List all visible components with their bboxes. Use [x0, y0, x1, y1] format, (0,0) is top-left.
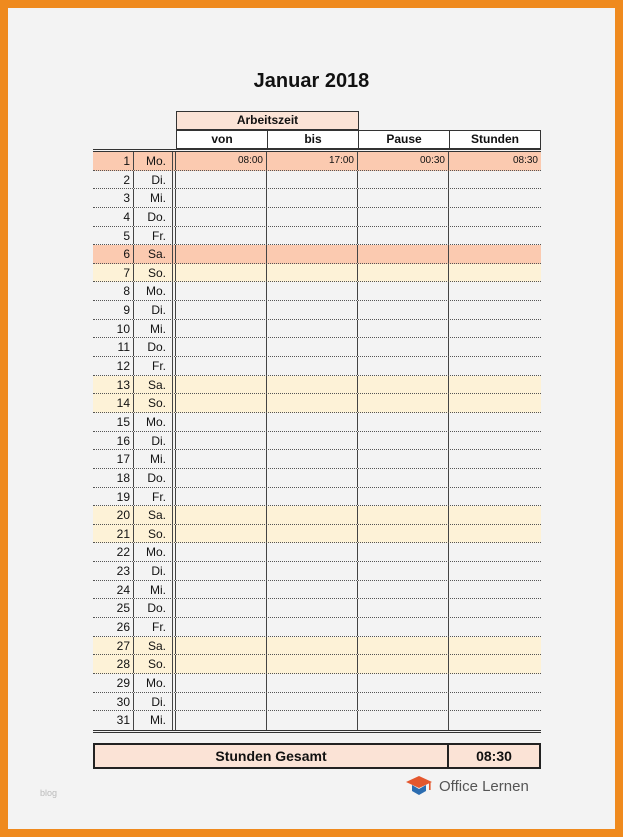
pause-cell[interactable] [357, 450, 448, 468]
pause-cell[interactable] [357, 227, 448, 245]
table-row [93, 152, 541, 171]
day-number: 5 [123, 228, 130, 243]
day-number: 1 [123, 154, 130, 168]
hours-cell[interactable] [448, 301, 541, 319]
hours-cell[interactable] [448, 245, 541, 263]
table-row [93, 599, 541, 618]
end-time-cell[interactable] [266, 320, 357, 338]
end-time-cell[interactable] [266, 394, 357, 412]
start-time-cell[interactable] [175, 655, 266, 673]
table-row [93, 432, 541, 451]
column-divider [172, 581, 173, 599]
pause-cell[interactable] [357, 320, 448, 338]
day-number: 3 [123, 191, 130, 206]
hours-cell[interactable] [448, 581, 541, 599]
day-number: 25 [116, 601, 130, 616]
hours-cell[interactable] [448, 674, 541, 692]
start-time-cell[interactable] [175, 581, 266, 599]
table-row [93, 618, 541, 637]
pause-cell[interactable] [357, 674, 448, 692]
column-divider [172, 543, 173, 561]
end-time-cell[interactable] [266, 301, 357, 319]
start-time-cell[interactable] [175, 693, 266, 711]
graduation-cap-icon [405, 775, 433, 797]
pause-cell[interactable] [357, 301, 448, 319]
day-number: 15 [116, 414, 130, 429]
end-time-cell[interactable] [266, 674, 357, 692]
hours-cell[interactable] [448, 264, 541, 282]
column-divider [172, 469, 173, 487]
day-number: 31 [116, 713, 130, 728]
table-row [93, 506, 541, 525]
weekday: Di. [133, 301, 169, 319]
end-time-cell[interactable] [266, 543, 357, 561]
start-time-cell[interactable]: 08:00 [175, 152, 266, 170]
column-divider [172, 357, 173, 375]
hours-cell[interactable] [448, 488, 541, 506]
end-time-cell[interactable] [266, 711, 357, 730]
start-time-cell[interactable] [175, 525, 266, 543]
header-stunden: Stunden [449, 130, 541, 149]
start-time-cell[interactable] [175, 301, 266, 319]
hours-cell[interactable] [448, 618, 541, 636]
table-row [93, 674, 541, 693]
weekday: Do. [133, 599, 169, 617]
start-time-cell[interactable] [175, 674, 266, 692]
column-divider [172, 655, 173, 673]
column-divider [172, 432, 173, 450]
pause-cell[interactable] [357, 208, 448, 226]
start-time-cell[interactable] [175, 320, 266, 338]
end-time-cell[interactable] [266, 618, 357, 636]
table-row [93, 637, 541, 656]
pause-cell[interactable] [357, 338, 448, 356]
hours-cell[interactable] [448, 376, 541, 394]
column-divider [172, 413, 173, 431]
weekday: So. [133, 655, 169, 673]
weekday: Mi. [133, 581, 169, 599]
hours-cell[interactable] [448, 562, 541, 580]
column-divider [172, 208, 173, 226]
column-divider [172, 338, 173, 356]
office-lernen-logo [405, 774, 529, 798]
day-number: 12 [116, 359, 130, 374]
column-divider [172, 599, 173, 617]
hours-cell[interactable] [448, 189, 541, 207]
table-row [93, 245, 541, 264]
day-number: 27 [116, 638, 130, 653]
end-time-cell[interactable] [266, 506, 357, 524]
hours-cell[interactable] [448, 171, 541, 189]
table-row [93, 189, 541, 208]
logo-text: Office Lernen [439, 777, 529, 795]
weekday: Di. [133, 562, 169, 580]
table-row [93, 562, 541, 581]
table-row [93, 525, 541, 544]
start-time-cell[interactable] [175, 637, 266, 655]
start-time-cell[interactable] [175, 394, 266, 412]
table-row [93, 208, 541, 227]
start-time-cell[interactable] [175, 599, 266, 617]
day-number: 13 [116, 377, 130, 392]
pause-cell[interactable] [357, 171, 448, 189]
hours-cell[interactable] [448, 693, 541, 711]
end-time-cell[interactable] [266, 208, 357, 226]
end-time-cell[interactable] [266, 450, 357, 468]
end-time-cell[interactable] [266, 637, 357, 655]
column-divider [172, 171, 173, 189]
hours-cell[interactable]: 08:30 [448, 152, 541, 170]
end-time-cell[interactable] [266, 599, 357, 617]
pause-cell[interactable] [357, 357, 448, 375]
weekday: Fr. [133, 227, 169, 245]
day-number: 23 [116, 564, 130, 579]
pause-cell[interactable] [357, 245, 448, 263]
table-row [93, 301, 541, 320]
header-von: von [176, 130, 268, 149]
pause-cell[interactable] [357, 525, 448, 543]
hours-cell[interactable] [448, 338, 541, 356]
table-row [93, 655, 541, 674]
table-row [93, 338, 541, 357]
weekday: So. [133, 525, 169, 543]
start-time-cell[interactable] [175, 543, 266, 561]
weekday: Mo. [133, 152, 169, 170]
pause-cell[interactable] [357, 376, 448, 394]
column-divider [172, 394, 173, 412]
column-divider [172, 562, 173, 580]
start-time-cell[interactable] [175, 711, 266, 730]
weekday: Fr. [133, 357, 169, 375]
day-number: 10 [116, 321, 130, 336]
hours-cell[interactable] [448, 543, 541, 561]
day-number: 18 [116, 470, 130, 485]
end-time-cell[interactable] [266, 245, 357, 263]
header-arbeitszeit: Arbeitszeit [176, 111, 359, 130]
end-time-cell[interactable] [266, 357, 357, 375]
start-time-cell[interactable] [175, 618, 266, 636]
end-time-cell[interactable] [266, 227, 357, 245]
end-time-cell[interactable] [266, 338, 357, 356]
table-row [93, 488, 541, 507]
weekday: Fr. [133, 618, 169, 636]
hours-cell[interactable] [448, 282, 541, 300]
table-row [93, 693, 541, 712]
column-divider [172, 450, 173, 468]
pause-cell[interactable] [357, 394, 448, 412]
hours-cell[interactable] [448, 469, 541, 487]
table-row [93, 711, 541, 730]
day-number: 4 [123, 209, 130, 224]
pause-cell[interactable] [357, 618, 448, 636]
weekday: Mo. [133, 674, 169, 692]
weekday: Mi. [133, 320, 169, 338]
start-time-cell[interactable] [175, 338, 266, 356]
day-number: 22 [116, 545, 130, 560]
column-divider [172, 674, 173, 692]
table-row [93, 469, 541, 488]
column-divider [172, 376, 173, 394]
table-row [93, 376, 541, 395]
start-time-cell[interactable] [175, 227, 266, 245]
end-time-cell[interactable] [266, 282, 357, 300]
pause-cell[interactable] [357, 543, 448, 561]
start-time-cell[interactable] [175, 506, 266, 524]
hours-cell[interactable] [448, 208, 541, 226]
start-time-cell[interactable] [175, 488, 266, 506]
day-number: 11 [117, 340, 130, 355]
pause-cell[interactable] [357, 469, 448, 487]
weekday: Do. [133, 469, 169, 487]
hours-cell[interactable] [448, 525, 541, 543]
pause-cell[interactable] [357, 655, 448, 673]
day-number: 7 [123, 265, 130, 280]
pause-cell[interactable] [357, 282, 448, 300]
pause-cell[interactable] [357, 693, 448, 711]
hours-cell[interactable] [448, 506, 541, 524]
pause-cell[interactable] [357, 488, 448, 506]
end-time-cell[interactable] [266, 655, 357, 673]
day-number: 6 [123, 247, 130, 262]
end-time-cell[interactable] [266, 469, 357, 487]
weekday: Do. [133, 338, 169, 356]
end-time-cell[interactable] [266, 581, 357, 599]
pause-cell[interactable]: 00:30 [357, 152, 448, 170]
day-number: 19 [116, 489, 130, 504]
start-time-cell[interactable] [175, 450, 266, 468]
day-number: 20 [116, 508, 130, 523]
end-time-cell[interactable] [266, 693, 357, 711]
table-row [93, 357, 541, 376]
end-time-cell[interactable]: 17:00 [266, 152, 357, 170]
weekday: Sa. [133, 506, 169, 524]
day-number: 30 [116, 694, 130, 709]
weekday: Mi. [133, 711, 169, 730]
day-number: 26 [116, 620, 130, 635]
weekday: So. [133, 264, 169, 282]
hours-cell[interactable] [448, 637, 541, 655]
start-time-cell[interactable] [175, 189, 266, 207]
hours-cell[interactable] [448, 450, 541, 468]
pause-cell[interactable] [357, 581, 448, 599]
table-row [93, 450, 541, 469]
pause-cell[interactable] [357, 599, 448, 617]
table-row [93, 394, 541, 413]
weekday: Sa. [133, 376, 169, 394]
end-time-cell[interactable] [266, 525, 357, 543]
weekday: Di. [133, 693, 169, 711]
start-time-cell[interactable] [175, 413, 266, 431]
column-divider [172, 618, 173, 636]
weekday: Sa. [133, 245, 169, 263]
table-row [93, 227, 541, 246]
table-row [93, 171, 541, 190]
day-number: 8 [123, 284, 130, 299]
total-bar [93, 743, 541, 769]
end-time-cell[interactable] [266, 488, 357, 506]
hours-cell[interactable] [448, 320, 541, 338]
column-divider [172, 525, 173, 543]
total-label: Stunden Gesamt [95, 745, 449, 767]
total-value: 08:30 [476, 748, 512, 764]
day-number: 21 [116, 526, 130, 541]
column-divider [172, 637, 173, 655]
weekday: Mi. [133, 189, 169, 207]
weekday: Do. [133, 208, 169, 226]
pause-cell[interactable] [357, 562, 448, 580]
pause-cell[interactable] [357, 432, 448, 450]
end-time-cell[interactable] [266, 189, 357, 207]
hours-cell[interactable] [448, 711, 541, 730]
day-number: 24 [116, 582, 130, 597]
column-divider [172, 264, 173, 282]
weekday: Sa. [133, 637, 169, 655]
end-time-cell[interactable] [266, 264, 357, 282]
column-divider [172, 301, 173, 319]
watermark-text: blog [40, 788, 58, 798]
weekday: Mi. [133, 450, 169, 468]
table-row [93, 320, 541, 339]
day-number: 14 [116, 396, 130, 411]
start-time-cell[interactable] [175, 171, 266, 189]
start-time-cell[interactable] [175, 469, 266, 487]
day-number: 9 [123, 303, 130, 318]
column-divider [172, 488, 173, 506]
day-number: 16 [116, 433, 130, 448]
hours-cell[interactable] [448, 655, 541, 673]
start-time-cell[interactable] [175, 208, 266, 226]
day-number: 2 [123, 172, 130, 187]
start-time-cell[interactable] [175, 245, 266, 263]
hours-cell[interactable] [448, 432, 541, 450]
table-row [93, 581, 541, 600]
timesheet-grid [93, 149, 541, 733]
column-divider [172, 152, 173, 170]
header-pause: Pause [358, 130, 450, 149]
pause-cell[interactable] [357, 711, 448, 730]
page-title: Januar 2018 [253, 70, 370, 92]
column-divider [172, 189, 173, 207]
pause-cell[interactable] [357, 506, 448, 524]
column-divider [172, 320, 173, 338]
start-time-cell[interactable] [175, 562, 266, 580]
end-time-cell[interactable] [266, 432, 357, 450]
start-time-cell[interactable] [175, 376, 266, 394]
weekday: Di. [133, 432, 169, 450]
column-divider [172, 245, 173, 263]
weekday: Mo. [133, 282, 169, 300]
start-time-cell[interactable] [175, 432, 266, 450]
end-time-cell[interactable] [266, 171, 357, 189]
end-time-cell[interactable] [266, 376, 357, 394]
header-bis: bis [267, 130, 359, 149]
pause-cell[interactable] [357, 637, 448, 655]
table-row [93, 264, 541, 283]
start-time-cell[interactable] [175, 282, 266, 300]
pause-cell[interactable] [357, 413, 448, 431]
pause-cell[interactable] [357, 264, 448, 282]
start-time-cell[interactable] [175, 264, 266, 282]
weekday: Di. [133, 171, 169, 189]
hours-cell[interactable] [448, 599, 541, 617]
column-divider [172, 227, 173, 245]
hours-cell[interactable] [448, 357, 541, 375]
column-divider [172, 693, 173, 711]
day-number: 17 [116, 452, 130, 467]
weekday: Mo. [133, 413, 169, 431]
table-row [93, 413, 541, 432]
table-row [93, 282, 541, 301]
start-time-cell[interactable] [175, 357, 266, 375]
pause-cell[interactable] [357, 189, 448, 207]
day-number: 28 [116, 657, 130, 672]
column-divider [172, 282, 173, 300]
day-number: 29 [116, 675, 130, 690]
weekday: Mo. [133, 543, 169, 561]
end-time-cell[interactable] [266, 562, 357, 580]
hours-cell[interactable] [448, 413, 541, 431]
hours-cell[interactable] [448, 227, 541, 245]
end-time-cell[interactable] [266, 413, 357, 431]
column-divider [172, 711, 173, 730]
weekday: Fr. [133, 488, 169, 506]
weekday: So. [133, 394, 169, 412]
column-divider [172, 506, 173, 524]
hours-cell[interactable] [448, 394, 541, 412]
table-row [93, 543, 541, 562]
